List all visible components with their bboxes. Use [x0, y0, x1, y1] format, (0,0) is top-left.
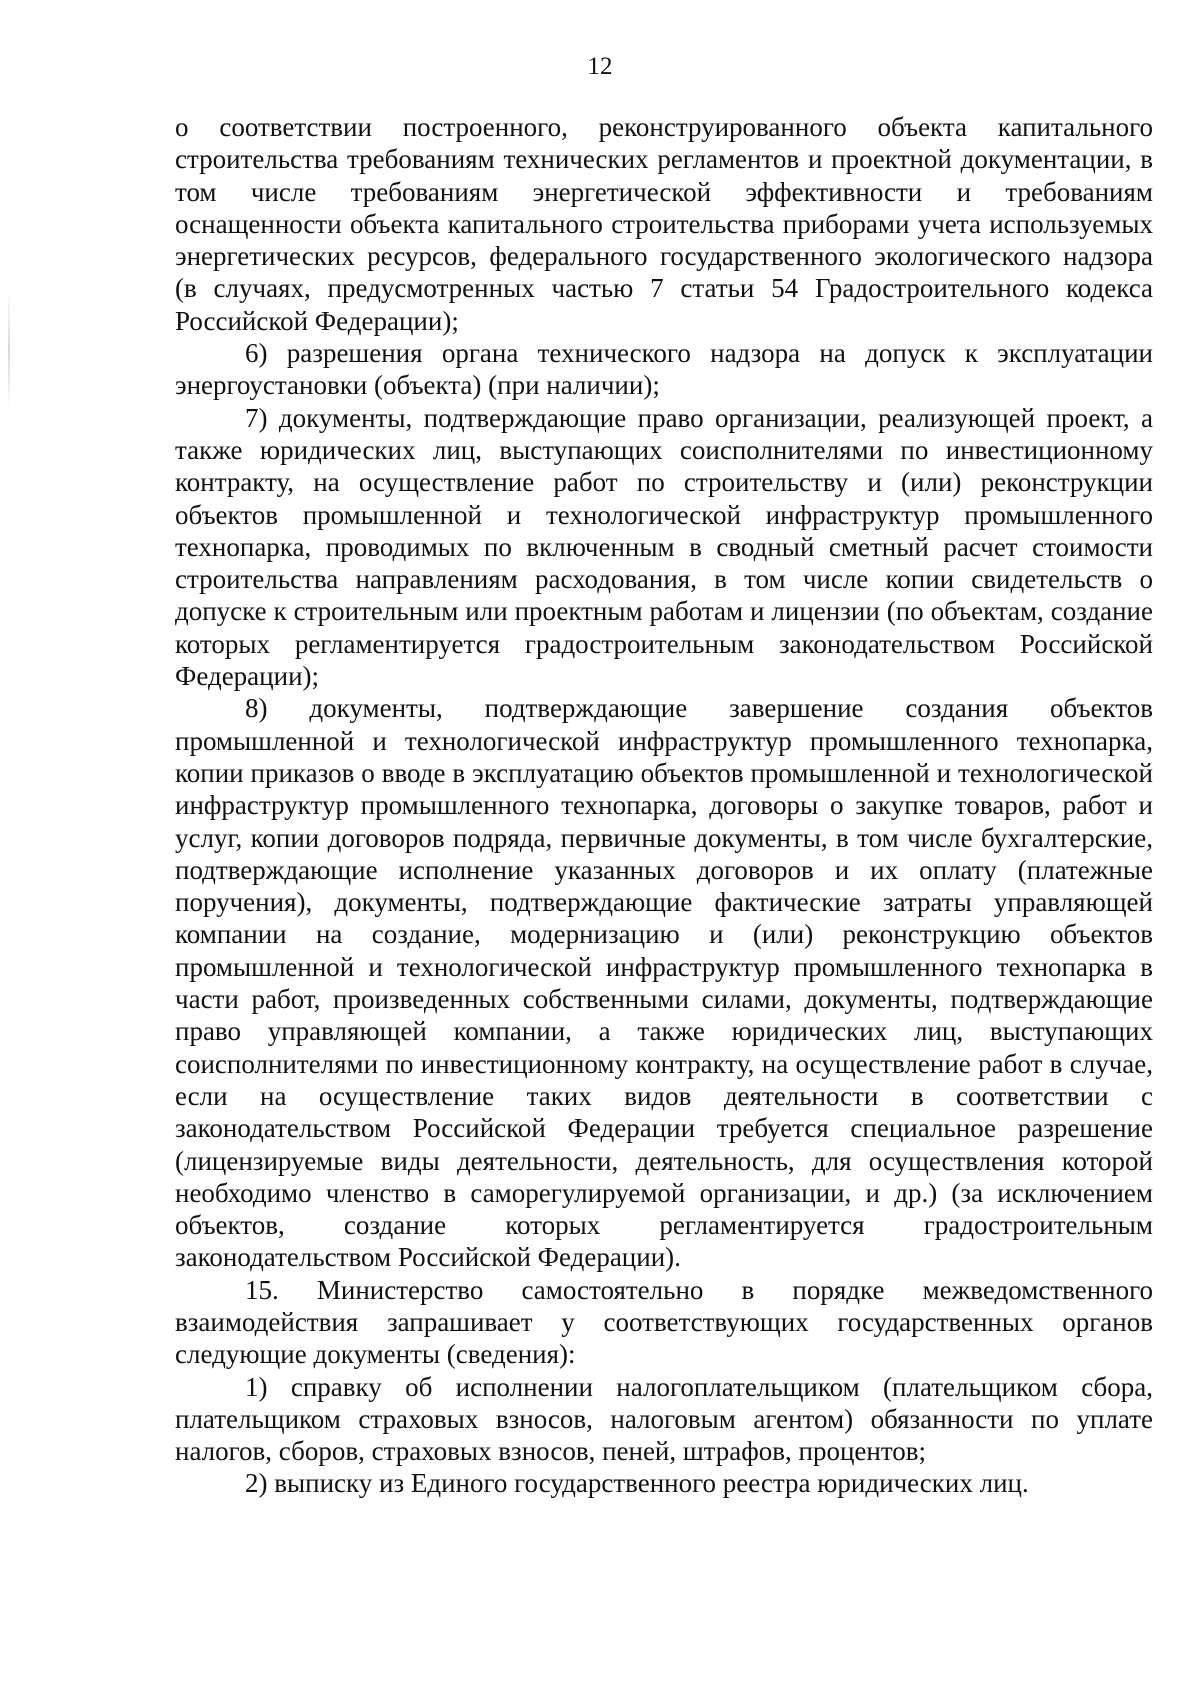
paragraph-item-8: 8) документы, подтверждающие завершение создания объектов промышленной и технологической инфраструктур промышленного технопарка, копии приказов о вводе в эксплуатацию объектов промышленной и технологической инфраструктур промышленного технопарка, договоры о закупке товаров, работ и услуг, копии договоров подряда, первичные документы, в том числе бухгалтерские, подтверждающие исполнение указанных договоров и их оплату (платежные поручения), документы, подтверждающие фактические затраты управляющей компании на создание, модернизацию и (или) реконструкцию объектов промышленной и технологической инфраструктур промышленного технопарка в части работ, произведенных собственными силами, документы, подтверждающие право управляющей компании, а также юридических лиц, выступающих соисполнителями по инвестиционному контракту, на осуществление работ в случае, если на осуществление таких видов деятельности в соответствии с законодательством Российской Федерации требуется специальное разрешение (лицензируемые виды деятельности, деятельность, для осуществления которой необходимо членство в саморегулируемой организации, и др.) (за исключением объектов, создание которых регламентируется градостроительным законодательством Российской Федерации). [175, 693, 1153, 1273]
page-number: 12 [587, 53, 613, 80]
paragraph-item-7: 7) документы, подтверждающие право организации, реализующей проект, а также юридических лиц, выступающих соисполнителями по инвестиционному контракту, на осуществление работ по строительству и (или) реконструкции объектов промышленной и технологической инфраструктур промышленного технопарка, проводимых по включенным в сводный сметный расчет стоимости строительства направлениям расходования, в том числе копии свидетельств о допуске к строительным или проектным работам и лицензии (по объектам, создание которых регламентируется градостроительным законодательством Российской Федерации); [175, 402, 1153, 692]
paragraph-item-6: 6) разрешения органа технического надзора на допуск к эксплуатации энергоустановки (объекта) (при наличии); [175, 338, 1153, 401]
paragraph-clause-15-item-1: 1) справку об исполнении налогоплательщиком (плательщиком сбора, плательщиком страховых взносов, налоговым агентом) обязанности по уплате налогов, сборов, страховых взносов, пеней, штрафов, процентов; [175, 1371, 1153, 1467]
paragraph-continuation: о соответствии построенного, реконструированного объекта капитального строительства требованиям технических регламентов и проектной документации, в том числе требованиям энергетической эффективности и требованиям оснащенности объекта капитального строительства приборами учета используемых энергетических ресурсов, федерального государственного экологического надзора (в случаях, предусмотренных частью 7 статьи 54 Градостроительного кодекса Российской Федерации); [175, 112, 1153, 336]
paragraph-clause-15: 15. Министерство самостоятельно в порядке межведомственного взаимодействия запрашивает у соответствующих государственных органов следующие документы (сведения): [175, 1274, 1153, 1370]
document-body [175, 111, 1153, 1500]
scan-edge-mark [8, 290, 10, 410]
paragraph-clause-15-item-2: 2) выписку из Единого государственного реестра юридических лиц. [245, 1468, 1029, 1499]
